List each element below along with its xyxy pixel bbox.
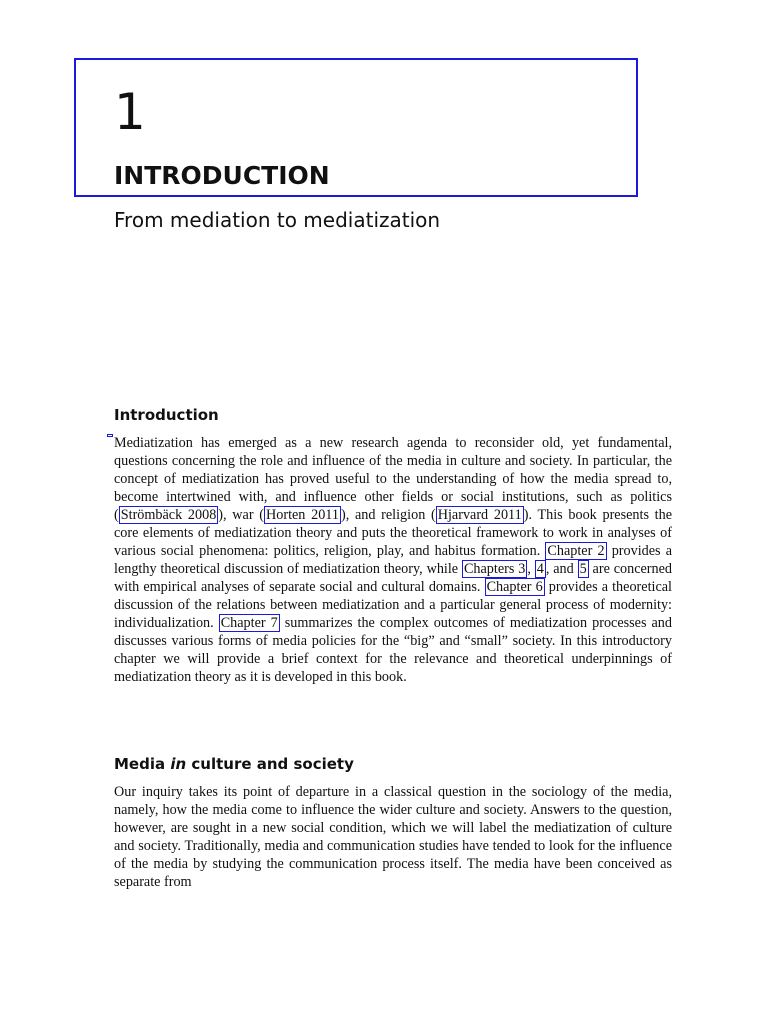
section-heading-media-in-culture: Media in culture and society <box>114 755 354 773</box>
citation-link-stromback[interactable]: Strömbäck 2008 <box>120 507 217 523</box>
introduction-paragraph: Mediatization has emerged as a new research agenda to reconsider old, yet fundamental, questions concerning the role and influence of the media in culture and society. In particular, the concept of mediatization has proved useful to the understanding of how the media spread to, become intertwined with, and influence other fields or social institutions, such as politics ( Strömbäck 2008 ), war ( Horten 2011 ), and religion ( Hjarvard 2011 ). This book presents the core elements of mediatization theory and puts the theoretical framework to work in analyses of various social phenomena: politics, religion, play, and habitus formation. Chapter 2 provides a lengthy theoretical discussion of mediatization theory, while Chapters 3 , 4 , and 5 are concerned with empirical analyses of separate social and cultural domains. Chapter 6 provides a theoretical discussion of the relations between mediatization and a particular general process of modernity: individualization. Chapter 7 summarizes the complex outcomes of mediatization processes and discusses various forms of media policies for the “big” and “small” society. In this introductory chapter we will provide a brief context for the relevance and theoretical underpinnings of mediatization theory as it is developed in this book. <box>114 435 673 685</box>
chapter-title: INTRODUCTION <box>114 161 330 190</box>
link-anchor-marker <box>107 434 113 437</box>
chapter-subtitle: From mediation to mediatization <box>114 208 441 232</box>
citation-link-hjarvard[interactable]: Hjarvard 2011 <box>437 507 522 523</box>
media-in-culture-paragraph: Our inquiry takes its point of departure in a classical question in the sociology of the media, namely, how the media come to influence the wider culture and society. Answers to the question, however, are sought in a new social condition, which we will label the mediatization of culture and society. Traditionally, media and communication studies have tended to look for the influence of the media by studying the communication process itself. The media have been conceived as separate from <box>114 784 672 890</box>
chapter-6-link[interactable]: Chapter 6 <box>486 579 543 595</box>
chapter-number: 1 <box>114 83 146 141</box>
chapter-5-link[interactable]: 5 <box>579 561 587 577</box>
citation-link-horten[interactable]: Horten 2011 <box>266 507 339 523</box>
chapter-4-link[interactable]: 4 <box>536 561 544 577</box>
chapter-7-link[interactable]: Chapter 7 <box>220 615 278 631</box>
section-heading-introduction: Introduction <box>114 406 219 424</box>
chapter-2-link[interactable]: Chapter 2 <box>547 543 605 559</box>
chapter-3-link[interactable]: Chapters 3 <box>463 561 526 577</box>
